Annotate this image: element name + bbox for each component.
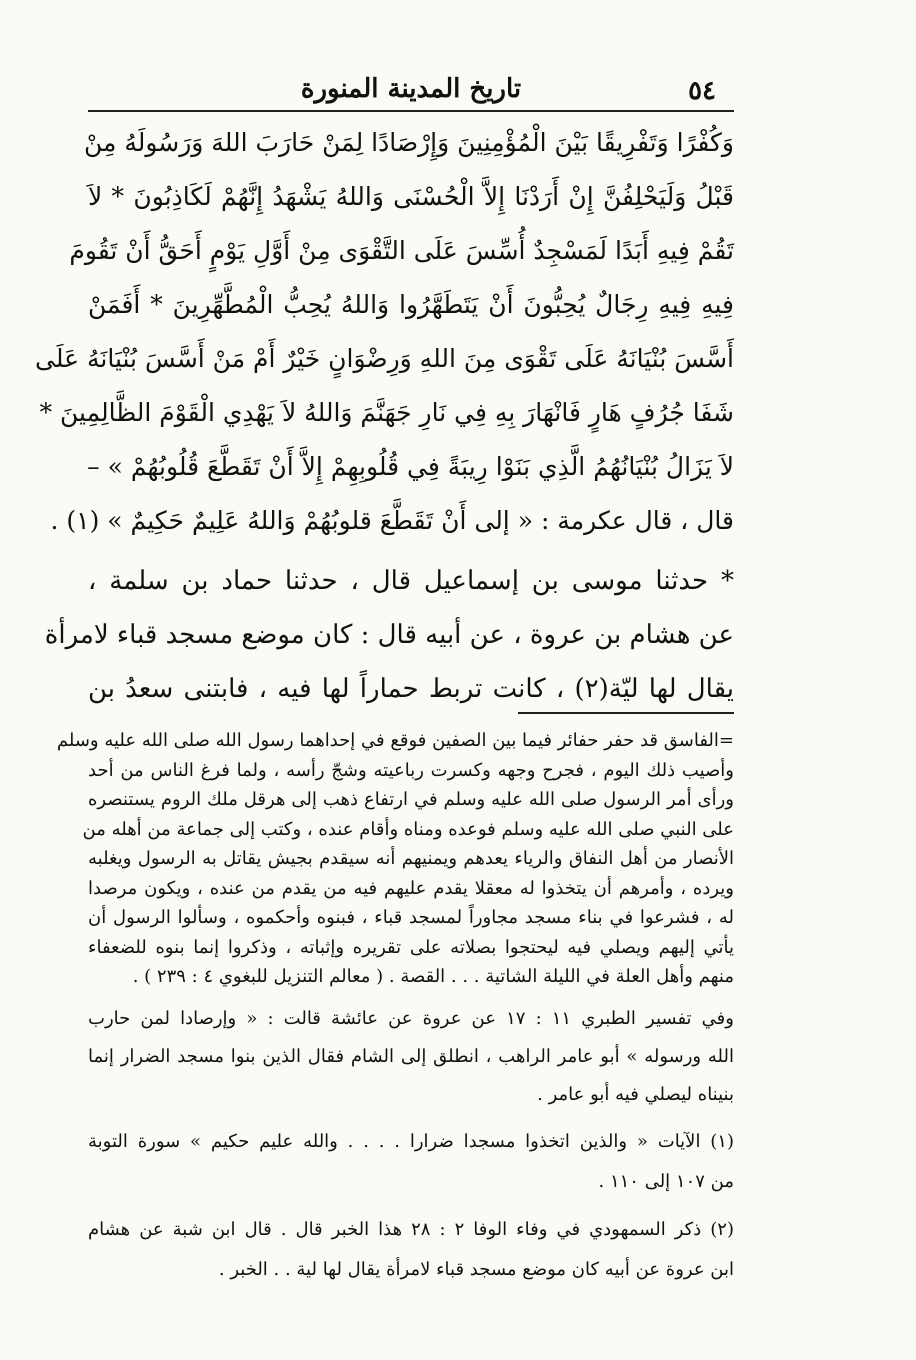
- quran-line: وَكُفْرًا وَتَفْرِيقًا بَيْنَ الْمُؤْمِنِينَ وَإِرْصَادًا لِمَنْ حَارَبَ اللهَ وَرَسُولَهُ مِنْ: [83, 128, 734, 157]
- footnote-line: منهم وأهل العلة في الليلة الشاتية . . . القصة . ( معالم التنزيل للبغوي ٤ : ٢٣٩ ) .: [132, 966, 734, 987]
- footnote-line: ويرده ، وأمرهم أن يتخذوا له معقلا يقدم عليهم فيه من يقدم من عنده ، ويكون مرصدا: [88, 877, 734, 899]
- narration-line: * حدثنا موسى بن إسماعيل قال ، حدثنا حماد بن سلمة ،: [88, 566, 734, 596]
- narration-paragraph: [44, 554, 734, 716]
- footnote-line: ابن عروة عن أبيه كان موضع مسجد قباء لامرأة يقال لها لية . . الخبر .: [218, 1258, 734, 1280]
- narration-line: يقال لها ليّة(٢) ، كانت تربط حماراً لها فيه ، فابتنى سعدُ بن: [88, 674, 734, 704]
- quran-line: قَبْلُ وَلَيَحْلِفُنَّ إِنْ أَرَدْنَا إِلاَّ الْحُسْنَى وَاللهُ يَشْهَدُ إِنَّهُمْ لَكَاذِبُونَ * لاَ: [88, 182, 734, 211]
- footnote-line: يأتي إليهم ويصلي فيه ليحتجوا بصلاته على تقريره وإثباته ، وذكروا إنما بنوه للضعفاء: [88, 936, 734, 958]
- quran-line: فِيهِ فِيهِ رِجَالٌ يُحِبُّونَ أَنْ يَتَطَهَّرُوا وَاللهُ يُحِبُّ الْمُطَّهِّرِينَ * أَفَمَنْ: [88, 290, 734, 319]
- footnote-2: [88, 1210, 734, 1290]
- footnote-1: [88, 1122, 734, 1202]
- quran-line: تَقُمْ فِيهِ أَبَدًا لَمَسْجِدٌ أُسِّسَ عَلَى التَّقْوَى مِنْ أَوَّلِ يَوْمٍ أَحَقُّ أَنْ تَقُومَ: [69, 236, 734, 265]
- quran-line: قال ، قال عكرمة : « إلى أَنْ تَقَطَّعَ قلوبُهُمْ وَاللهُ عَلِيمٌ حَكِيمٌ » (١) .: [50, 506, 734, 535]
- footnote-line: (١) الآيات « والذين اتخذوا مسجدا ضرارا . . . . والله عليم حكيم » سورة التوبة: [88, 1130, 734, 1152]
- footnote-line: له ، فشرعوا في بناء مسجد مجاوراً لمسجد قباء ، فبنوه وأحكموه ، وسألوا الرسول أن: [88, 907, 734, 928]
- narration-line: عن هشام بن عروة ، عن أبيه قال : كان موضع مسجد قباء لامرأة: [44, 620, 734, 650]
- footnote-line: على النبي صلى الله عليه وسلم فوعده ومناه وأقام عنده ، وكتب إلى جماعة من أهله من: [82, 818, 734, 840]
- footnote-line: =الفاسق قد حفر حفائر فيما بين الصفين فوقع في إحداهما رسول الله صلى الله عليه وسلم: [56, 730, 734, 751]
- quran-line: شَفَا جُرُفٍ هَارٍ فَانْهَارَ بِهِ فِي نَارِ جَهَنَّمَ وَاللهُ لاَ يَهْدِي الْقَوْمَ الظَّالِمِينَ *: [39, 398, 734, 427]
- running-title: تاريخ المدينة المنورة: [300, 74, 522, 104]
- footnote-line: من ١٠٧ إلى ١١٠ .: [598, 1170, 734, 1192]
- footnote-line: الله ورسوله » أبو عامر الراهب ، انطلق إلى الشام فقال الذين بنوا مسجد الضرار إنما: [88, 1045, 734, 1067]
- footnote-line: وأصيب ذلك اليوم ، فجرح وجهه وكسرت رباعيته وشجّ رأسه ، ولما فرغ الناس من أحد: [88, 759, 734, 781]
- quran-line: أَسَّسَ بُنْيَانَهُ عَلَى تَقْوَى مِنَ اللهِ وَرِضْوَانٍ خَيْرٌ أَمْ مَنْ أَسَّسَ بُنْيَانَهُ عَلَى: [35, 344, 734, 373]
- footnote-line: بنيناه ليصلي فيه أبو عامر .: [537, 1083, 734, 1105]
- footnote-tabari: [88, 1000, 734, 1114]
- footnote-line: وفي تفسير الطبري ١١ : ١٧ عن عروة عن عائشة قالت : « وإرصادا لمن حارب: [88, 1007, 734, 1029]
- page-header: [88, 62, 734, 112]
- footnote-line: ورأى أمر الرسول صلى الله عليه وسلم في ارتفاع ذهب إلى هرقل ملك الروم يستنصره: [88, 789, 734, 810]
- main-text: [35, 116, 734, 716]
- page-number: ٥٤: [688, 76, 716, 106]
- quran-line: لاَ يَزَالُ بُنْيَانُهُمُ الَّذِي بَنَوْا رِيبَةً فِي قُلُوبِهِمْ إِلاَّ أَنْ تَقَطَّعَ قُلُوبُهُمْ » –: [87, 452, 734, 481]
- footnote-line: الأنصار من أهل النفاق والرياء يعدهم ويمنيهم أنه سيقدم بجيش يقاتل به الرسول ويغلبه: [88, 848, 734, 869]
- footnote-divider: [518, 712, 734, 714]
- footnote-continuation: [56, 726, 734, 992]
- footnote-line: (٢) ذكر السمهودي في وفاء الوفا ٢ : ٢٨ هذا الخبر قال . قال ابن شبة عن هشام: [88, 1218, 734, 1240]
- footnotes: [56, 726, 734, 1290]
